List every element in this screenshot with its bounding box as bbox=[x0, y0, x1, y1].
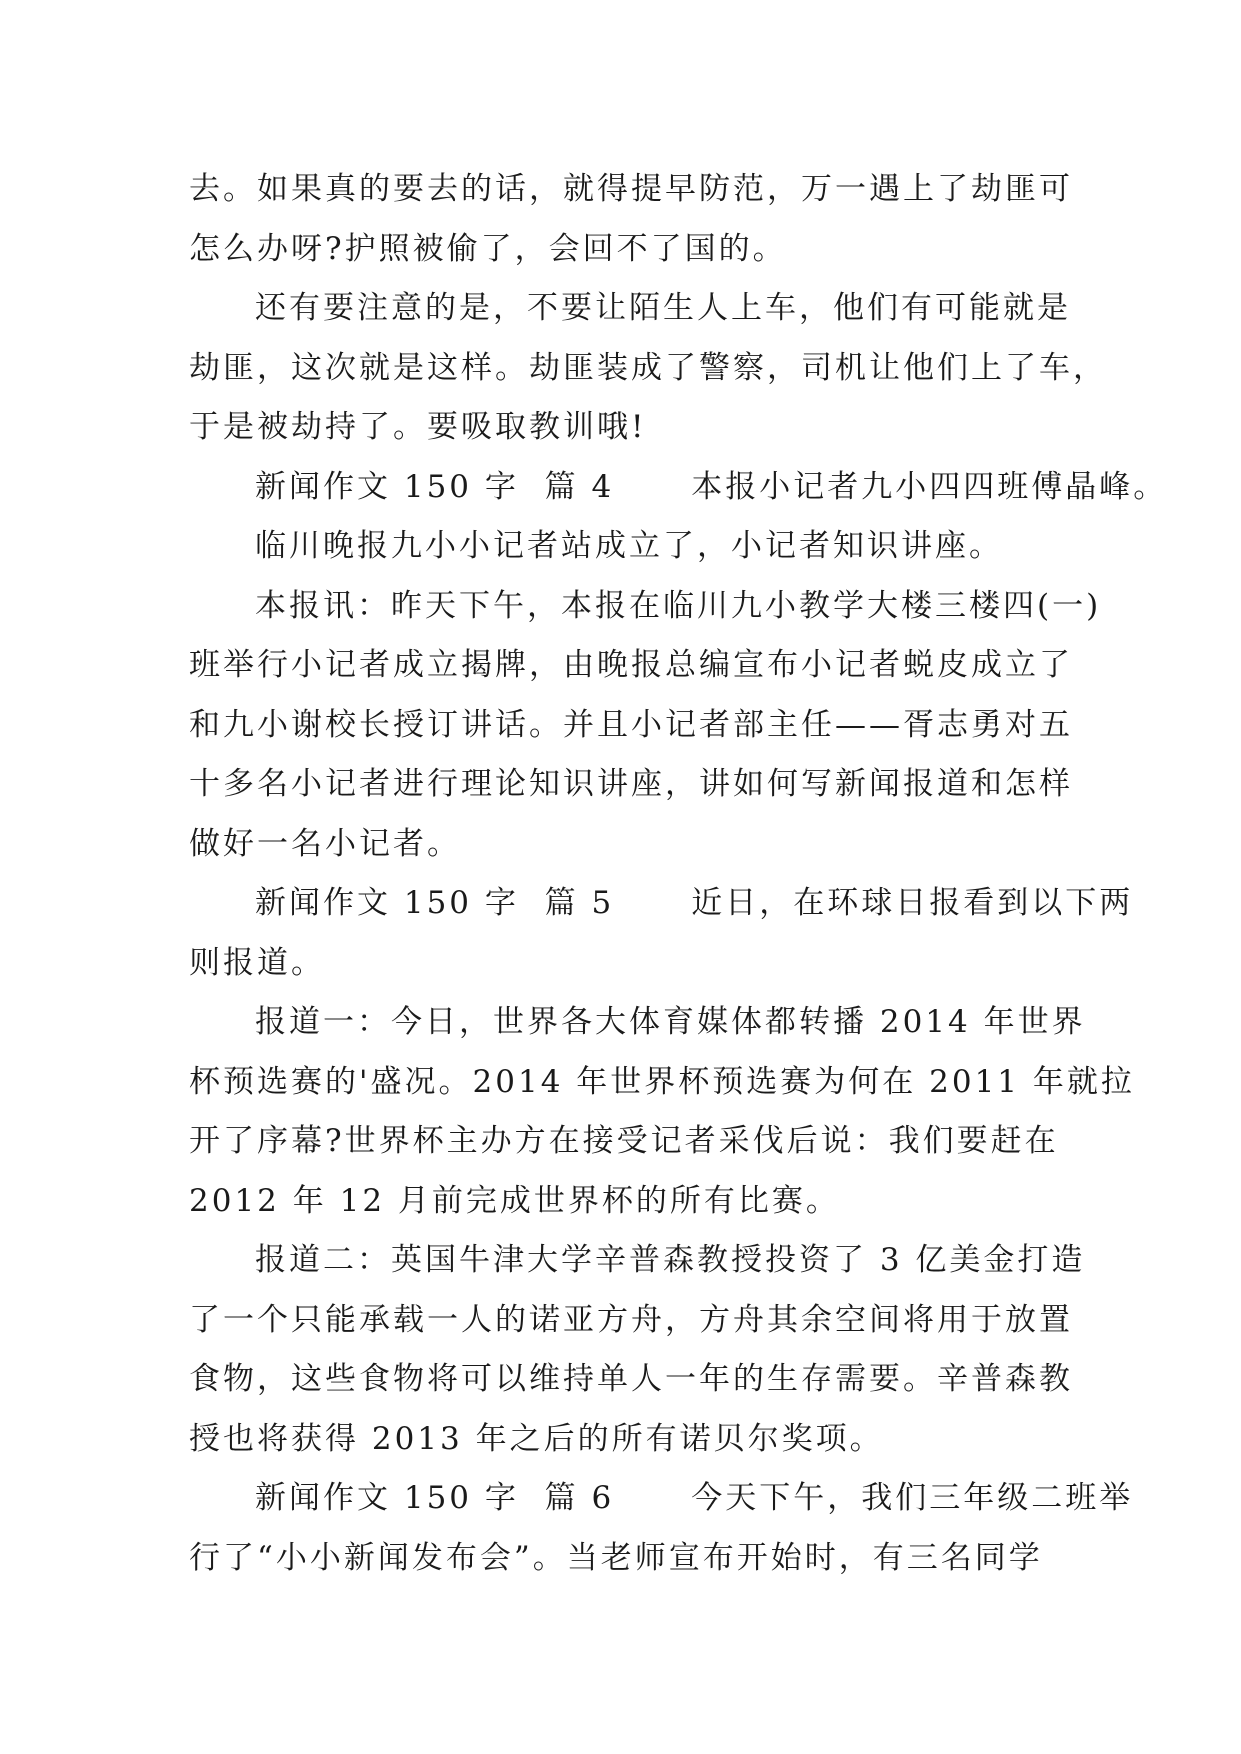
article-4-heading bbox=[189, 458, 1168, 518]
text-line: 十多名小记者进行理论知识讲座，讲如何写新闻报道和怎样 bbox=[189, 766, 1073, 802]
text-line: 新闻作文 150 字 篇 6 今天下午，我们三年级二班举 bbox=[255, 1480, 1134, 1516]
article-4-body bbox=[189, 577, 1102, 875]
report-one bbox=[189, 993, 1135, 1231]
text-line: 则报道。 bbox=[189, 944, 325, 981]
paragraph-continuation bbox=[189, 160, 1073, 279]
paragraph-caution bbox=[189, 279, 1107, 458]
text-line: 食物，这些食物将可以维持单人一年的生存需要。辛普森教 bbox=[189, 1361, 1073, 1397]
text-line: 于是被劫持了。要吸取教训哦! bbox=[189, 409, 647, 445]
text-line: 怎么办呀?护照被偷了，会回不了国的。 bbox=[189, 230, 787, 267]
article-5-heading bbox=[189, 874, 1134, 993]
text-line: 本报讯：昨天下午，本报在临川九小教学大楼三楼四(一) bbox=[255, 587, 1102, 624]
text-line: 报道二：英国牛津大学辛普森教授投资了 3 亿美金打造 bbox=[255, 1242, 1086, 1278]
text-line: 杯预选赛的'盛况。2014 年世界杯预选赛为何在 2011 年就拉 bbox=[189, 1063, 1135, 1100]
text-line: 和九小谢校长授订讲话。并且小记者部主任——胥志勇对五 bbox=[189, 706, 1073, 743]
text-line: 新闻作文 150 字 篇 5 近日，在环球日报看到以下两 bbox=[255, 885, 1134, 921]
document-body bbox=[189, 160, 1168, 1588]
text-line: 去。如果真的要去的话，就得提早防范，万一遇上了劫匪可 bbox=[189, 171, 1073, 207]
text-line: 劫匪，这次就是这样。劫匪装成了警察，司机让他们上了车， bbox=[189, 349, 1107, 386]
text-line: 班举行小记者成立揭牌，由晚报总编宣布小记者蜕皮成立了 bbox=[189, 647, 1073, 683]
text-line: 做好一名小记者。 bbox=[189, 825, 461, 862]
article-6-heading bbox=[189, 1469, 1134, 1588]
text-line: 还有要注意的是，不要让陌生人上车，他们有可能就是 bbox=[255, 290, 1071, 326]
text-line: 2012 年 12 月前完成世界杯的所有比赛。 bbox=[189, 1182, 840, 1219]
text-line: 行了“小小新闻发布会”。当老师宣布开始时，有三名同学 bbox=[189, 1539, 1043, 1576]
text-line: 了一个只能承载一人的诺亚方舟，方舟其余空间将用于放置 bbox=[189, 1301, 1073, 1338]
text-line: 报道一：今日，世界各大体育媒体都转播 2014 年世界 bbox=[255, 1004, 1086, 1040]
text-line: 授也将获得 2013 年之后的所有诺贝尔奖项。 bbox=[189, 1420, 884, 1457]
article-4-title bbox=[189, 517, 1061, 577]
text-line: 临川晚报九小小记者站成立了，小记者知识讲座。 bbox=[255, 528, 1003, 564]
text-line: 新闻作文 150 字 篇 4 本报小记者九小四四班傅晶峰。 bbox=[255, 468, 1168, 505]
text-line: 开了序幕?世界杯主办方在接受记者采伐后说：我们要赶在 bbox=[189, 1123, 1059, 1159]
report-two bbox=[189, 1231, 1086, 1469]
